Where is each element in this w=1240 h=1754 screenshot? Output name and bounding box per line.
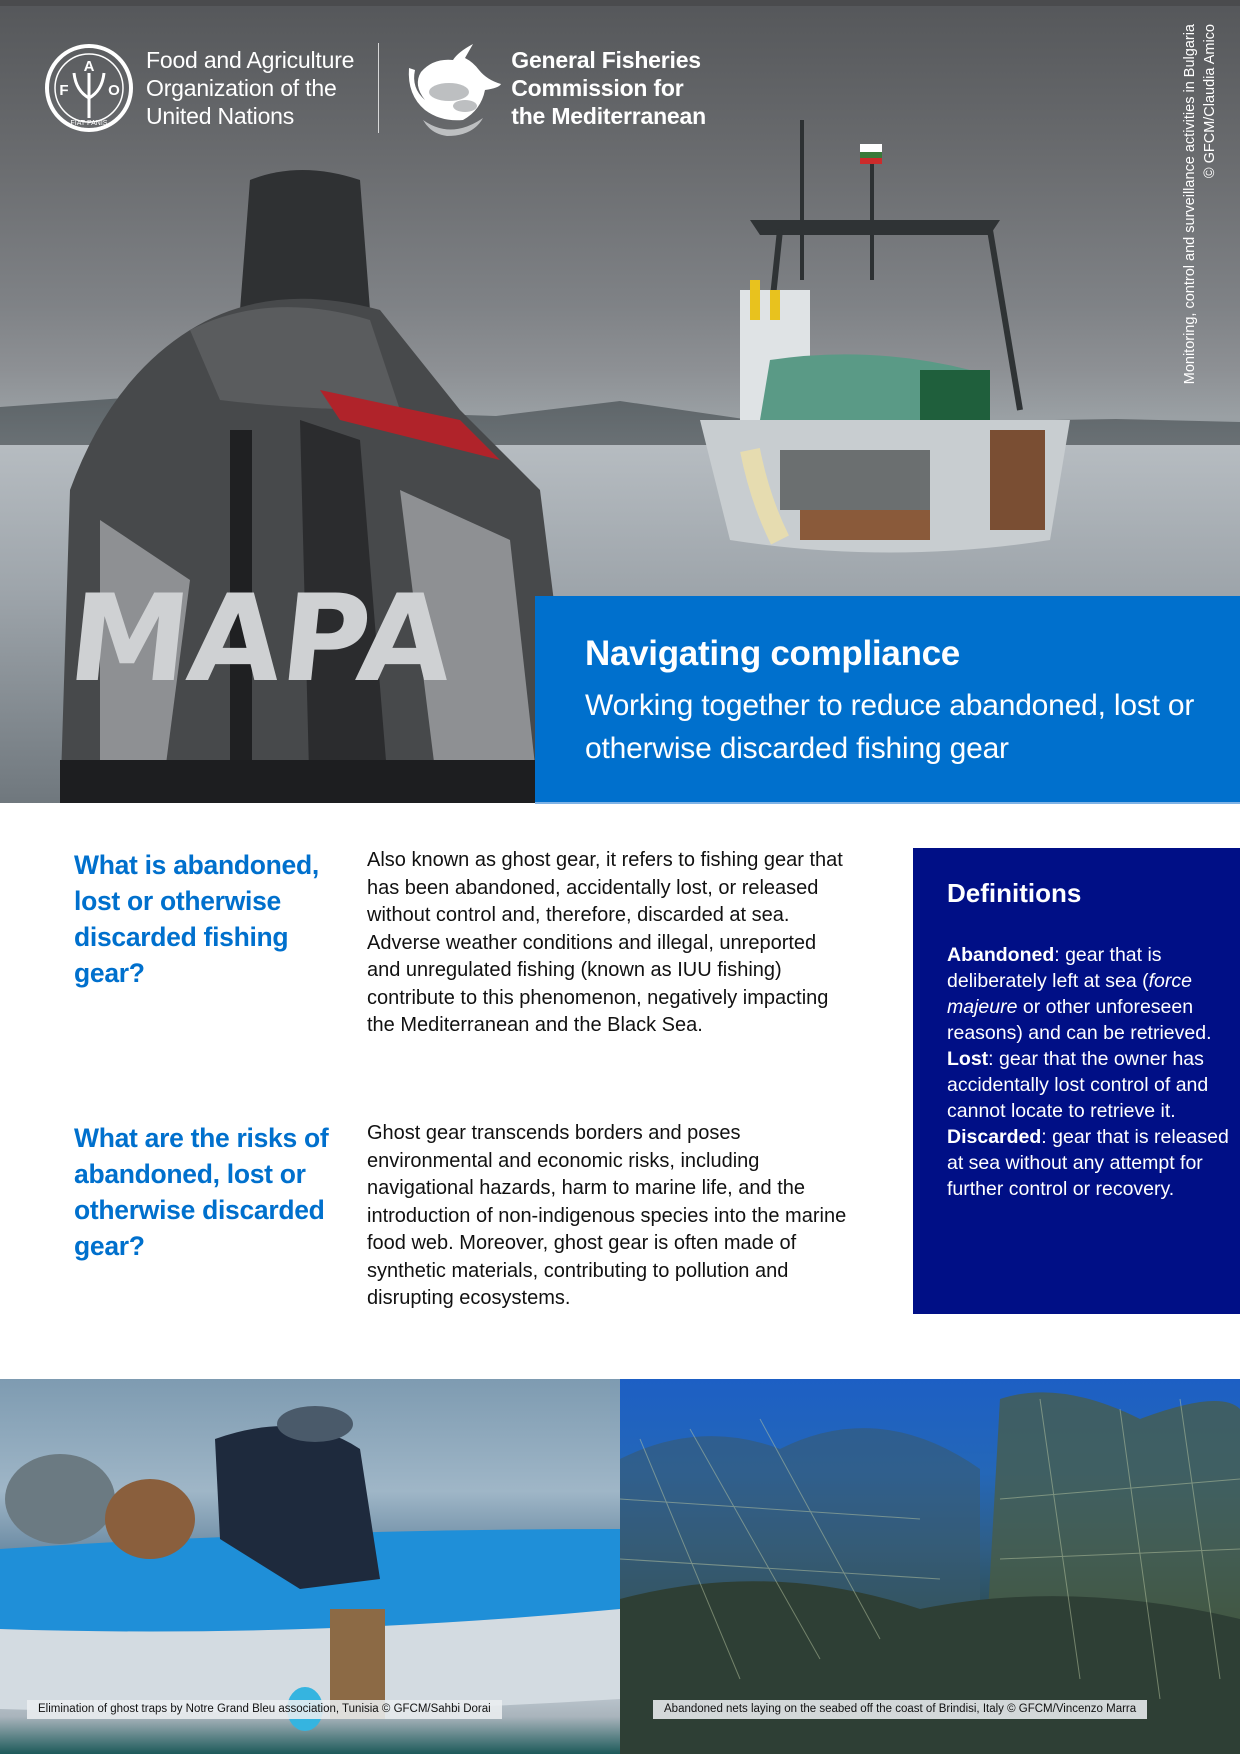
svg-text:A: A — [83, 58, 95, 75]
paragraph: Ghost gear transcends borders and poses environmental and economic risks, including navigational hazards, harm to marine life, and the introduction of non-indigenous species into the marine food web. Moreover, ghost gear is often made of synthetic materials, contributing to pollution and disrupting ecosystems. — [367, 1122, 847, 1309]
gfcm-name-line: Commission for — [511, 75, 684, 101]
fao-name-line: United Nations — [146, 103, 295, 129]
seabed-nets-illustration — [620, 1379, 1240, 1754]
definition-text: or other unforeseen reasons) and can be retrieved. — [947, 996, 1212, 1044]
hero-photo-copyright: © GFCM/Claudia Amico — [1202, 24, 1218, 179]
gfcm-emblem-icon — [403, 40, 501, 136]
svg-text:FIAT PANIS: FIAT PANIS — [70, 120, 108, 127]
fao-name-line: Organization of the — [146, 75, 337, 101]
page-subtitle: Working together to reduce abandoned, lost or otherwise discarded fishing gear — [585, 689, 1195, 765]
fishing-vessel-illustration — [690, 120, 1110, 570]
definition-discarded — [947, 1124, 1237, 1202]
definition-abandoned — [947, 942, 1237, 1046]
svg-text:F: F — [59, 82, 69, 99]
title-banner — [535, 596, 1240, 803]
fisher-boat-illustration — [0, 1379, 620, 1754]
svg-text:MAPA: MAPA — [62, 569, 460, 709]
logo-lockup — [44, 40, 706, 136]
definition-text: : gear that is deliberately left at sea ( — [947, 944, 1162, 992]
photo-caption-right: Abandoned nets laying on the seabed off the coast of Brindisi, Italy © GFCM/Vincenzo Marra — [653, 1700, 1147, 1719]
definition-text: : gear that is released at sea without any attempt for further control or recovery. — [947, 1126, 1229, 1200]
definition-italic: force majeure — [947, 970, 1192, 1018]
definitions-title: Definitions — [947, 878, 1082, 908]
gfcm-name — [511, 46, 706, 130]
abandoned-nets-photo — [620, 1379, 1240, 1754]
page-title: Navigating compliance — [585, 634, 960, 673]
fao-name-line: Food and Agriculture — [146, 47, 355, 73]
fisheries-inspector-illustration — [40, 160, 600, 803]
definition-lost — [947, 1046, 1237, 1124]
definitions-list — [947, 942, 1237, 1202]
logo-divider — [378, 43, 379, 133]
photo-caption-left: Elimination of ghost traps by Notre Grand Bleu association, Tunisia © GFCM/Sahbi Dorai — [27, 1700, 502, 1719]
section-text-risks — [367, 1120, 847, 1313]
hero-photo-credit — [1180, 24, 1230, 434]
section-heading-what-is: What is abandoned, lost or otherwise discarded fishing gear? — [74, 850, 319, 988]
top-strip — [0, 0, 1240, 6]
section-text-what-is — [367, 847, 847, 1040]
svg-text:O: O — [108, 82, 120, 99]
definition-term: Discarded — [947, 1126, 1042, 1148]
paragraph: Also known as ghost gear, it refers to fishing gear that has been abandoned, accidentally lost, or released without control and, therefore, discarded at sea. — [367, 849, 843, 926]
section-heading-risks: What are the risks of abandoned, lost or otherwise discarded gear? — [74, 1123, 329, 1261]
definition-term: Lost — [947, 1048, 989, 1070]
gfcm-name-line: General Fisheries — [511, 47, 701, 73]
gfcm-name-line: the Mediterranean — [511, 103, 706, 129]
definition-term: Abandoned — [947, 944, 1055, 966]
banner-edge — [535, 802, 1240, 804]
definition-text: : gear that the owner has accidentally lost control of and cannot locate to retrieve it. — [947, 1048, 1209, 1122]
definitions-box — [913, 848, 1240, 1314]
hero-photo-caption: Monitoring, control and surveillance activities in Bulgaria — [1182, 24, 1198, 385]
fao-emblem-icon — [44, 43, 134, 133]
fao-name — [146, 46, 354, 130]
paragraph: Adverse weather conditions and illegal, unreported and unregulated fishing (known as IUU fishing) contribute to this phenomenon, negatively impacting the Mediterranean and the Black Sea. — [367, 931, 829, 1036]
ghost-traps-photo — [0, 1379, 620, 1754]
